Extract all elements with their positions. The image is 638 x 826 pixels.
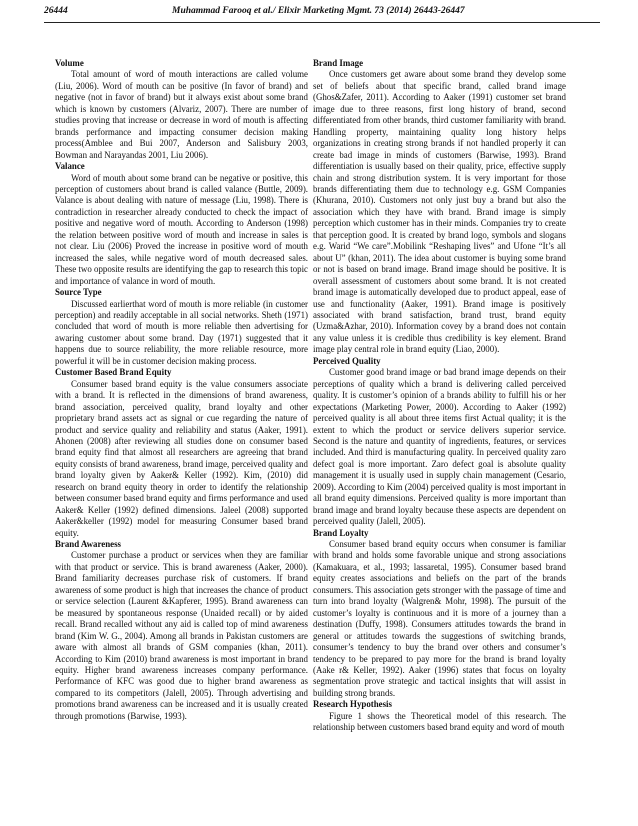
section-heading-perceived-quality: Perceived Quality [313, 355, 381, 366]
section-heading-valance: Valance [55, 161, 85, 172]
section-text-perceived-quality: Customer good brand image or bad brand image depends on their perceptions of quality which a brand is delivering called perceived quality. It is customer’s opinion of a brands ability to fulfill his or her expectations (Marketing Power, 2000). According to Aaker (1992) perceived quality is all about three items first Actual quality; it is the extent to which the product or service delivers superior service. Second is the nature and quantity of ingredients, features, or services included. And third is manufacturing quality. In perceived quality zaro defect goal is more important. Zaro defect goal is absolute quality management it is usually used in supply chain management (Cesario, 2009). According to Kim (2004) perceived quality is most important in all brand equity dimensions. Perceived quality is more important than brand image and brand loyalty because these aspects are dependent on perceived quality (Jalell, 2005). [313, 367, 566, 527]
header-rule [44, 22, 600, 23]
section-text-brand-image: Once customers get aware about some brand they develop some set of beliefs about that specific brand, called brand image (Ghos&Zafer, 2011). According to Aaker (1991) customer set brand image due to three reasons, first long history of brand, second differentiated from other brands, third customer familiarity with brand. Handling property, maintaining quality long history helps organizations in creating strong brands if not handled properly it can create bad image in minds of customers (Barwise, 1993). Brand differentiation is usually based on their quality, price, effective supply chain and strong distribution system. It is very important for those brands differentiating them due to technology e.g. GSM Companies (Khurana, 2010). Customers not only just buy a brand but also the association which they have with brand. Brand image is simply perception which customer has in their minds. Companies try to create that perception good. It is created by brand logo, symbols and slogans e.g. Warid “We care”.Mobilink “Reshaping lives” and Ufone “It’s all about U” (khan, 2011). The idea about customer is buying some brand or not is based on brand image. Brand image should be positive. It is overall assessment of customers about some brand. It is not created brand image is automatically developed due to product appeal, ease of use and functionality (Aaker, 1991). Brand image is positively associated with brand satisfaction, brand trust, brand equity (Uzma&Azhar, 2010). Information covey by a brand does not contain any value unless it is credible thus credibility is key element. Brand image play central role in brand equity (Liao, 2000). [313, 69, 566, 355]
section-text-volume: Total amount of word of mouth interactions are called volume (Liu, 2006). Word of mouth can be positive (In favor of brand) and negative (not in favor of brand) but it always exist about some brand which is known by customers (Alvariz, 2007). There are number of studies proving that increase or decrease in word of mouth is affecting brands performance and impacting consumer decision making process(Amblee and Bui 2007, Anderson and Salisbury 2003, Bowman and Narayandas 2001, Liu 2006). [55, 69, 308, 160]
running-header [44, 6, 600, 20]
running-head-citation: Muhammad Farooq et al./ Elixir Marketing Mgmt. 73 (2014) 26443-26447 [172, 6, 465, 16]
page-number: 26444 [44, 6, 68, 16]
section-text-source-type: Discussed earlierthat word of mouth is more reliable (in customer perception) and readily acceptable in all social networks. Sheth (1971) concluded that word of mouth is more reliable then advertising for awaring customer about some brand. Day (1971) suggested that it happens due to source reliability, the more reliable resource, more powerful it will be in customer decision making process. [55, 298, 308, 366]
section-text-valance: Word of mouth about some brand can be negative or positive, this perception of customers about brand is called valance (Buttle, 2009). Valance is about dealing with nature of message (Liu, 1998). There is contradiction in researcher already conducted to check the impact of positive and negative word of mouth. According to Anderson (1998) the relation between positive word of mouth and increase in sales is not clear. Liu (2006) Proved the increase in positive word of mouth increased the sales, while negative word of mouth decreased sales. These two opposite results are identifying the gap to research this topic and importance of valance in word of mouth. [55, 172, 308, 286]
left-column [55, 58, 308, 722]
section-text-customer-based-brand-equity: Consumer based brand equity is the value consumers associate with a brand. It is reflected in the dimensions of brand awareness, brand association, perceived quality, brand loyalty and other proprietary brand assets act as signal or cue regarding the nature of product and service quality and reliability and status (Aaker, 1991). Ahonen (2008) after reviewing all studies done on consumer based brand equity find that almost all researchers are agreeing that brand equity consists of brand awareness, brand image, perceived quality and brand loyalty given by Aaker& Keller (1992). Kim, (2010) did research on brand equity theory in order to identify the relationship between consumer based brand equity and firms performance and used Aaker& Keller (1992) defined dimensions. Jaleel (2008) supported Aaker&keller (1992) model for measuring Consumer based brand equity. [55, 378, 308, 538]
section-text-brand-awareness: Customer purchase a product or services when they are familiar with that product or service. This is brand awareness (Aaker, 2000). Brand familiarity decreases purchase risk of customers. If brand awareness of some product is high that increases the chance of product or service selection (Laurent &Kapferer, 1995). Brand awareness can be measured by spontaneous response (Unaided recall) or by aided recall. Brand recalled without any aid is called top of mind awareness brand (Kim W. G., 2004). Among all brands in Pakistan customers are aware with almost all brands of GSM companies (khan, 2011). According to Kim (2010) brand awareness is most important in brand equity. Higher brand awareness increases company performance. Performance of KFC was good due to higher brand awareness as compared to its competitors (Jalell, 2005). Through advertising and promotions brand awareness can be increased and it is usually created through promotions (Barwise, 1993). [55, 550, 308, 721]
section-heading-volume: Volume [55, 58, 84, 68]
section-heading-customer-based-brand-equity: Customer Based Brand Equity [55, 367, 172, 378]
section-heading-research-hypothesis: Research Hypothesis [313, 699, 392, 710]
right-column [313, 58, 566, 734]
section-text-brand-loyalty: Consumer based brand equity occurs when consumer is familiar with brand and holds some favorable unique and strong associations (Kamakuara, et al., 1993; lassaretal, 1995). Consumer based brand equity creates associations and beliefs on the part of the brands consumers. This association gets stronger with the passage of time and turn into brand loyalty (Walgren& Mohr, 1998). The pursuit of the customer’s loyalty is continuous and it is more of a journey than a destination (Duffy, 1998). Consumers attitudes towards the brand in general or attitudes towards the suggestions of switching brands, consumer’s tendency to buy the brand over others and consumer’s tendency to be prepared to pay more for the brand is brand loyalty (Aake r& Keller, 1992). Aaker (1996) states that focus on loyalty segmentation prove strategic and tactical insights that will assist in building strong brands. [313, 539, 566, 698]
section-text-research-hypothesis: Figure 1 shows the Theoretical model of this research. The relationship between customers based brand equity and word of mouth [313, 710, 566, 733]
section-heading-brand-loyalty: Brand Loyalty [313, 527, 369, 538]
section-heading-source-type: Source Type [55, 287, 102, 298]
section-heading-brand-image: Brand Image [313, 58, 364, 68]
section-heading-brand-awareness: Brand Awareness [55, 539, 121, 550]
